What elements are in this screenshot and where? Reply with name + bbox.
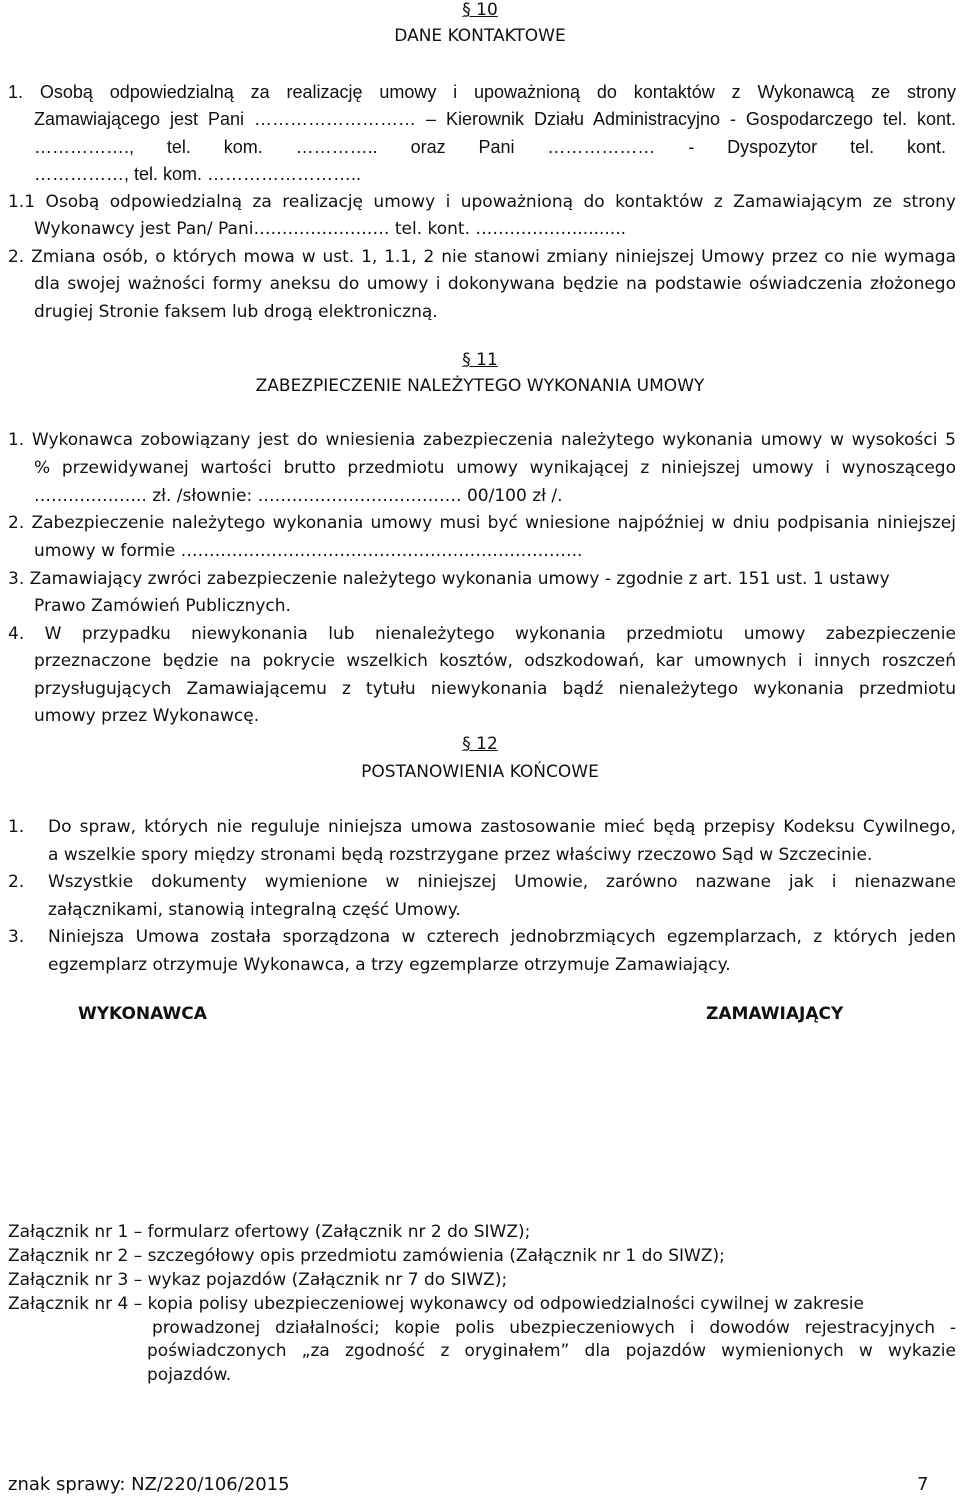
s11-line-10: przysługujących Zamawiającemu z tytułu niewykonania bądź nienależytego wykonania przedmiotu: [34, 679, 956, 699]
section-12-title: POSTANOWIENIA KOŃCOWE: [361, 762, 599, 782]
s12-item-1-line-2: a wszelkie spory między stronami będą rozstrzygane przez właściwy rzeczowo Sąd w Szczecinie.: [48, 845, 873, 865]
attachment-4-line-2: prowadzonej działalności; kopie polis ubezpieczeniowych i dowodów rejestracyjnych -: [152, 1318, 956, 1338]
attachment-4-line-3: poświadczonych „za zgodność z oryginałem” dla pojazdów wymienionych w wykazie: [147, 1341, 956, 1361]
section-11-number: § 11: [462, 350, 498, 370]
section-10-number: § 10: [462, 0, 498, 20]
s10-line-6: Wykonawcy jest Pan/ Pani…………………… tel. kont. ……………….........: [34, 219, 627, 239]
s12-item-1-number: 1.: [8, 817, 25, 837]
s11-line-4: 2. Zabezpieczenie należytego wykonania umowy musi być wniesione najpóźniej w dniu podpisania niniejszej: [8, 513, 956, 533]
page-number: 7: [917, 1474, 929, 1495]
s10-line-2: Zamawiającego jest Pani ……………………… – Kierownik Działu Administracyjno - Gospodarczego tel. kont.: [34, 109, 956, 129]
s10-line-5: 1.1 Osobą odpowiedzialną za realizację umowy i upoważnioną do kontaktów z Zamawiającym ze strony: [8, 192, 956, 212]
signature-ordering-party: ZAMAWIAJĄCY: [706, 1004, 844, 1024]
attachment-4: Załącznik nr 4 – kopia polisy ubezpieczeniowej wykonawcy od odpowiedzialności cywilnej w zakresie: [8, 1294, 864, 1314]
s12-item-1-line-1: Do spraw, których nie reguluje niniejsza umowa zastosowanie mieć będą przepisy Kodeksu Cywilnego,: [48, 817, 956, 837]
attachment-3: Załącznik nr 3 – wykaz pojazdów (Załącznik nr 7 do SIWZ);: [8, 1270, 508, 1290]
s12-item-3-line-1: Niniejsza Umowa została sporządzona w czterech jednobrzmiących egzemplarzach, z których jeden: [48, 927, 956, 947]
s10-line-7: 2. Zmiana osób, o których mowa w ust. 1, 1.1, 2 nie stanowi zmiany niniejszej Umowy przez co nie wymaga: [8, 247, 956, 267]
attachment-1: Załącznik nr 1 – formularz ofertowy (Załącznik nr 2 do SIWZ);: [8, 1222, 531, 1242]
footer-case-reference: znak sprawy: NZ/220/106/2015: [8, 1474, 290, 1495]
s11-line-7: Prawo Zamówień Publicznych.: [34, 596, 291, 616]
section-11-title: ZABEZPIECZENIE NALEŻYTEGO WYKONANIA UMOWY: [255, 376, 705, 396]
attachment-2: Załącznik nr 2 – szczegółowy opis przedmiotu zamówienia (Załącznik nr 1 do SIWZ);: [8, 1246, 725, 1266]
s11-line-11: umowy przez Wykonawcę.: [34, 706, 260, 726]
s10-line-8: dla swojej ważności formy aneksu do umowy i dokonywana będzie na podstawie oświadczenia złożonego: [34, 274, 956, 294]
s12-item-2-line-1: Wszystkie dokumenty wymienione w niniejszej Umowie, zarówno nazwane jak i nienazwane: [48, 872, 956, 892]
s12-item-3-number: 3.: [8, 927, 25, 947]
s11-line-8: 4. W przypadku niewykonania lub nienależytego wykonania przedmiotu umowy zabezpieczenie: [8, 624, 956, 644]
signature-contractor: WYKONAWCA: [78, 1004, 207, 1024]
attachment-4-line-4: pojazdów.: [147, 1365, 232, 1385]
s10-line-4: ……………, tel. kom. ……………………..: [34, 164, 362, 184]
s10-line-3: ……………., tel. kom. ………….. oraz Pani ……………… - Dyspozytor tel. kont.: [34, 137, 946, 157]
s10-line-9: drugiej Stronie faksem lub drogą elektroniczną.: [34, 302, 438, 322]
s10-line-1: 1. Osobą odpowiedzialną za realizację umowy i upoważnioną do kontaktów z Wykonawcą ze strony: [8, 82, 956, 102]
s11-line-9: przeznaczone będzie na pokrycie wszelkich kosztów, odszkodowań, kar umownych i innych roszczeń: [34, 651, 956, 671]
s11-line-6: 3. Zamawiający zwróci zabezpieczenie należytego wykonania umowy - zgodnie z art. 151 ust. 1 ustawy: [8, 569, 890, 589]
s11-line-2: % przewidywanej wartości brutto przedmiotu umowy wynikającej z niniejszej umowy i wynoszącego: [34, 458, 956, 478]
section-10-title: DANE KONTAKTOWE: [394, 26, 566, 46]
section-12-number: § 12: [462, 734, 498, 754]
s12-item-2-number: 2.: [8, 872, 25, 892]
s11-line-1: 1. Wykonawca zobowiązany jest do wniesienia zabezpieczenia należytego wykonania umowy w wysokości 5: [8, 430, 956, 450]
s12-item-2-line-2: załącznikami, stanowią integralną część Umowy.: [48, 900, 461, 920]
s11-line-5: umowy w formie ……………………………………………………………..: [34, 541, 583, 561]
s11-line-3: ……………….. zł. /słownie: ……………………………… 00/100 zł /.: [34, 486, 563, 506]
s12-item-3-line-2: egzemplarz otrzymuje Wykonawca, a trzy egzemplarze otrzymuje Zamawiający.: [48, 955, 731, 975]
